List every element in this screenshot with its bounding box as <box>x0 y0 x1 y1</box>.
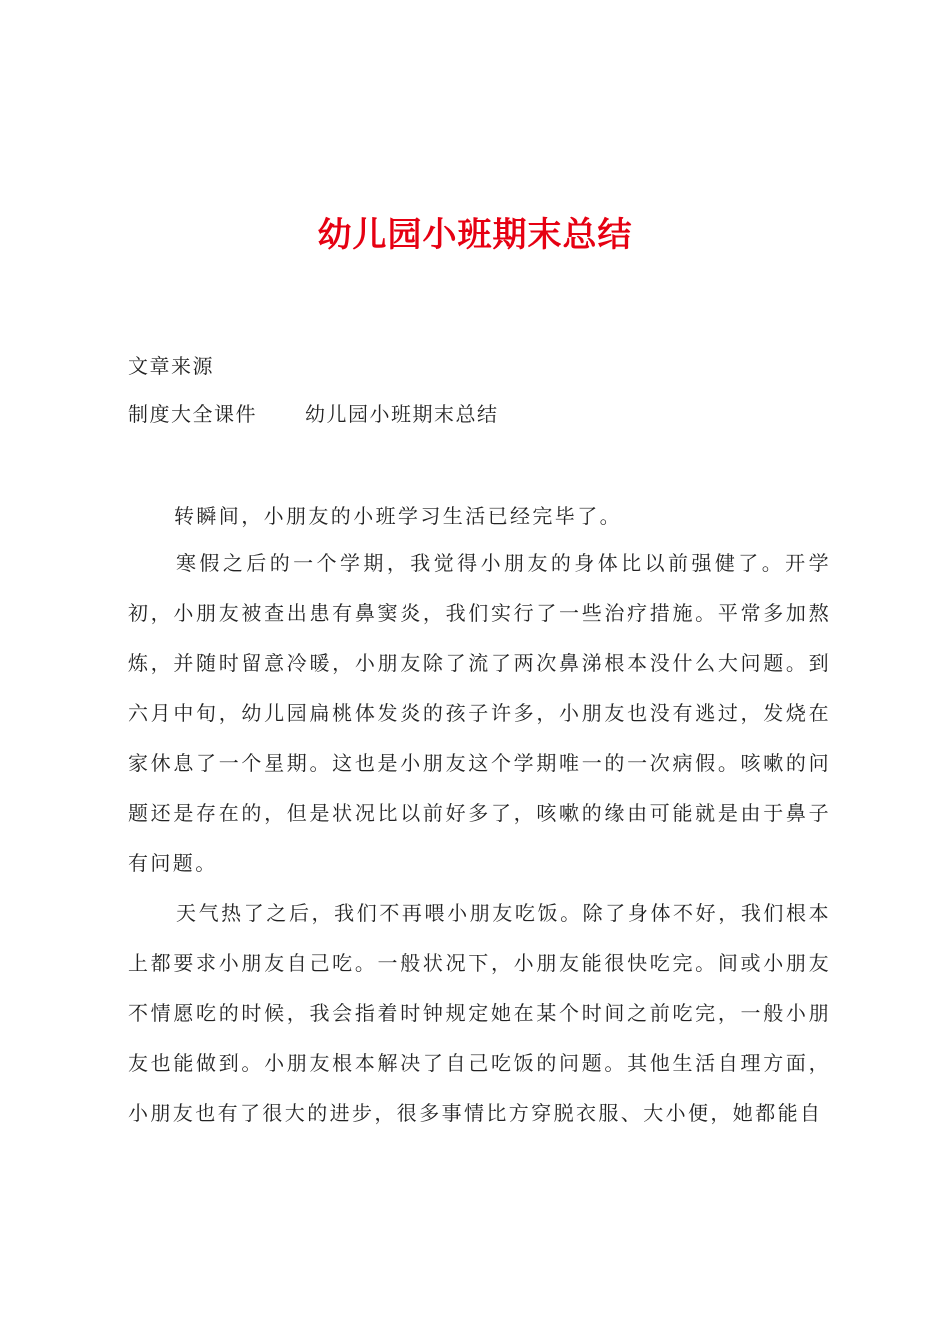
paragraph-health <box>128 538 831 888</box>
paragraph: 天气热了之后，我们不再喂小朋友吃饭。除了身体不好，我们根本上都要求小朋友自己吃。一般状况下，小朋友能很快吃完。间或小朋友不情愿吃的时候，我会指着时钟规定她在某个时间之前吃完，一般小朋友也能做到。小朋友根本解决了自己吃饭的问题。其他生活自理方面，小朋友也有了很大的进步，很多事情比方穿脱衣服、大小便，她都能自 <box>128 901 831 1125</box>
paragraph-eating <box>128 888 831 1138</box>
paragraph: 转瞬间，小朋友的小班学习生活已经完毕了。 <box>174 504 622 528</box>
category-title: 幼儿园小班期末总结 <box>305 402 499 426</box>
category-name: 制度大全课件 <box>128 402 257 426</box>
document-title: 幼儿园小班期末总结 <box>317 215 633 255</box>
paragraph-intro <box>128 491 831 541</box>
source-label: 文章来源 <box>128 354 214 378</box>
paragraph: 寒假之后的一个学期，我觉得小朋友的身体比以前强健了。开学初，小朋友被查出患有鼻窦炎，我们实行了一些治疗措施。平常多加熬炼，并随时留意冷暖，小朋友除了流了两次鼻涕根本没什么大问题。到六月中旬，幼儿园扁桃体发炎的孩子许多，小朋友也没有逃过，发烧在家休息了一个星期。这也是小朋友这个学期唯一的一次病假。咳嗽的问题还是存在的，但是状况比以前好多了，咳嗽的缘由可能就是由于鼻子有问题。 <box>128 551 831 875</box>
category-line <box>128 400 499 428</box>
